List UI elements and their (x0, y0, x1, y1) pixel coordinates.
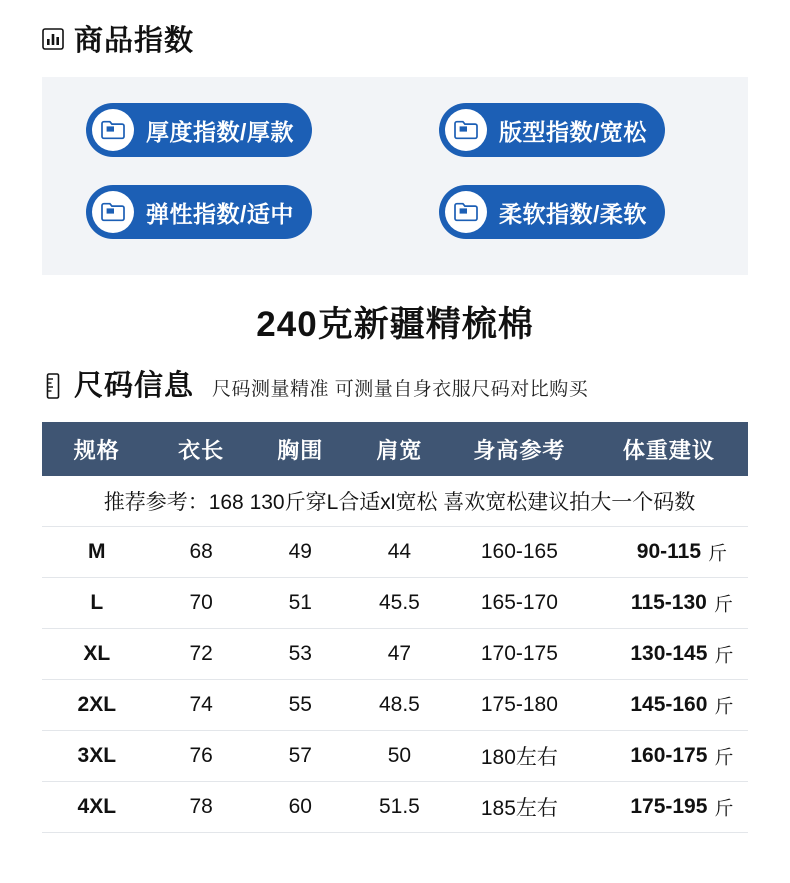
product-index-title: 商品指数 (74, 25, 195, 57)
cell-length: 70 (152, 578, 251, 629)
cell-shoulder: 44 (350, 527, 449, 578)
cell-spec: L (42, 578, 152, 629)
index-pill-label: 柔软指数/柔软 (499, 200, 647, 227)
product-index-heading (0, 0, 790, 59)
table-row (42, 782, 748, 833)
table-header-row (42, 422, 748, 476)
cell-weight-value: 160-175 (630, 744, 708, 767)
cell-height: 165-170 (449, 578, 590, 629)
chart-bar-icon (42, 27, 64, 51)
cell-shoulder: 51.5 (350, 782, 449, 833)
cell-shoulder: 47 (350, 629, 449, 680)
weight-unit: 斤 (714, 645, 734, 667)
weight-unit: 斤 (714, 747, 734, 769)
cell-height: 180左右 (449, 731, 590, 782)
cell-weight (590, 680, 748, 731)
fabric-headline: 240克新疆精梳棉 (256, 305, 534, 344)
size-table (42, 422, 748, 833)
cell-weight (590, 782, 748, 833)
cell-bust: 57 (251, 731, 350, 782)
folder-icon (445, 191, 487, 233)
index-pill-elasticity (86, 185, 312, 239)
cell-spec: XL (42, 629, 152, 680)
cell-spec: 2XL (42, 680, 152, 731)
table-note-row (42, 476, 748, 527)
weight-unit: 斤 (713, 594, 733, 616)
column-header-bust: 胸围 (251, 422, 350, 476)
column-header-shoulder: 肩宽 (350, 422, 449, 476)
table-row (42, 578, 748, 629)
cell-weight (590, 527, 748, 578)
size-info-title: 尺码信息 (74, 370, 195, 402)
cell-bust: 60 (251, 782, 350, 833)
folder-icon (92, 191, 134, 233)
cell-weight (590, 731, 748, 782)
cell-height: 160-165 (449, 527, 590, 578)
cell-weight-value: 175-195 (630, 795, 708, 818)
index-pill-softness (439, 185, 665, 239)
size-info-subtitle: 尺码测量精准 可测量自身衣服尺码对比购买 (212, 379, 589, 400)
cell-weight (590, 629, 748, 680)
cell-length: 68 (152, 527, 251, 578)
column-header-spec: 规格 (42, 422, 152, 476)
index-pill-label: 厚度指数/厚款 (146, 118, 294, 145)
index-pill-thickness (86, 103, 312, 157)
cell-height: 185左右 (449, 782, 590, 833)
cell-weight-value: 115-130 (630, 591, 707, 614)
cell-shoulder: 48.5 (350, 680, 449, 731)
cell-bust: 55 (251, 680, 350, 731)
table-row (42, 629, 748, 680)
weight-unit: 斤 (714, 798, 734, 820)
index-pill-label: 弹性指数/适中 (146, 200, 294, 227)
index-pill-fit (439, 103, 665, 157)
product-index-panel (42, 77, 748, 275)
size-info-heading (0, 363, 790, 404)
cell-weight-value: 130-145 (630, 642, 708, 665)
size-recommendation-note: 推荐参考：168 130斤穿L合适xl宽松 喜欢宽松建议拍大一个码数 (42, 476, 748, 527)
cell-spec: M (42, 527, 152, 578)
cell-shoulder: 50 (350, 731, 449, 782)
ruler-icon (42, 374, 64, 398)
table-row (42, 731, 748, 782)
weight-unit: 斤 (714, 696, 734, 718)
column-header-length: 衣长 (152, 422, 251, 476)
cell-length: 78 (152, 782, 251, 833)
column-header-weight: 体重建议 (590, 422, 748, 476)
cell-weight-value: 90-115 (636, 540, 701, 563)
cell-length: 76 (152, 731, 251, 782)
cell-weight (590, 578, 748, 629)
size-table-wrapper (42, 422, 748, 833)
cell-height: 170-175 (449, 629, 590, 680)
cell-spec: 4XL (42, 782, 152, 833)
folder-icon (445, 109, 487, 151)
cell-weight-value: 145-160 (630, 693, 708, 716)
folder-icon (92, 109, 134, 151)
table-row (42, 680, 748, 731)
index-pill-label: 版型指数/宽松 (499, 118, 647, 145)
column-header-height: 身高参考 (449, 422, 590, 476)
cell-bust: 51 (251, 578, 350, 629)
cell-shoulder: 45.5 (350, 578, 449, 629)
cell-bust: 49 (251, 527, 350, 578)
cell-height: 175-180 (449, 680, 590, 731)
cell-spec: 3XL (42, 731, 152, 782)
cell-length: 72 (152, 629, 251, 680)
weight-unit: 斤 (707, 543, 727, 565)
table-row (42, 527, 748, 578)
cell-length: 74 (152, 680, 251, 731)
cell-bust: 53 (251, 629, 350, 680)
